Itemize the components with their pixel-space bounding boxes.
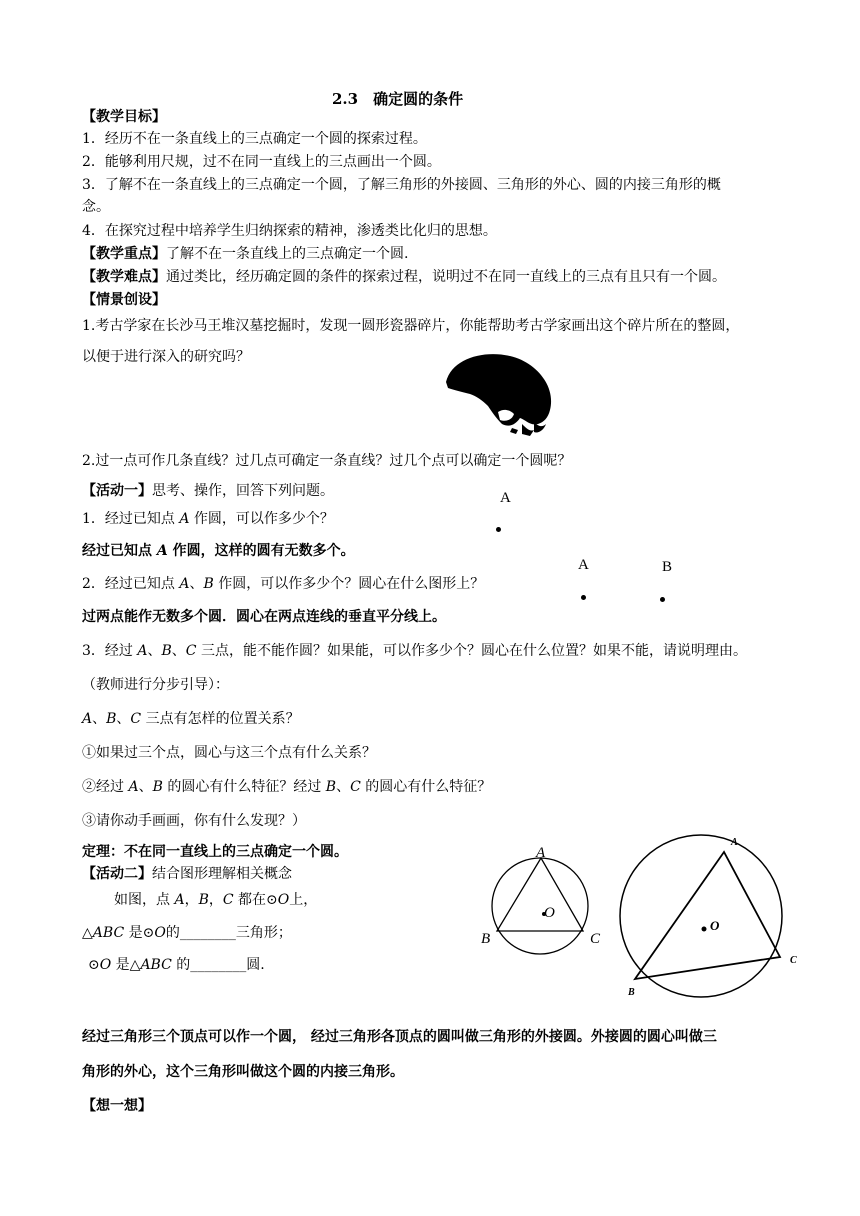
rel-var3: C	[130, 711, 142, 727]
rel-var2: B	[106, 711, 117, 727]
q3-var3: C	[185, 643, 197, 659]
activity1-intro: 思考、操作，回答下列问题。	[152, 483, 334, 499]
s2-mid: 的圆心有什么特征？经过	[162, 779, 326, 795]
figure-point-b2-label: B	[662, 559, 673, 575]
q3-var1: A	[137, 643, 148, 659]
goals-heading: 【教学目标】	[82, 109, 166, 125]
pottery-shard-image	[438, 352, 556, 436]
s2-var2: B	[152, 779, 163, 795]
q2-var2: B	[203, 576, 214, 592]
rel-s2: 、	[116, 711, 131, 727]
l1-c: C	[222, 892, 234, 908]
large-triangle	[635, 852, 780, 979]
step-2	[82, 777, 491, 797]
activity1-question-1	[82, 509, 334, 529]
key-point-text: 了解不在一条直线上的三点确定一个圆.	[166, 246, 409, 262]
difficulty	[82, 267, 726, 287]
goal-item: 3．了解不在一条直线上的三点确定一个圆，了解三角形的外接圆、三角形的外心、圆的内接三角形的概	[82, 177, 721, 193]
small-label-o: O	[544, 905, 555, 921]
l1-o: O	[277, 892, 290, 908]
s2-var4: C	[350, 779, 361, 795]
q3-s2: 、	[171, 643, 186, 659]
theorem: 定理：不在同一直线上的三点确定一个圆。	[82, 844, 348, 860]
small-circle	[492, 858, 588, 954]
l3-mid: 是△	[111, 957, 141, 973]
q3-post: 三点，能不能作圆？如果能，可以作多少个？圆心在什么位置？如果不能，请说明理由。	[196, 643, 747, 659]
activity2-line-3	[88, 955, 265, 975]
l1-a: A	[174, 892, 185, 908]
q3-s1: 、	[147, 643, 162, 659]
l3-post: 的________圆.	[171, 957, 265, 973]
goal-item: 念。	[82, 199, 110, 215]
small-label-b: B	[481, 931, 491, 947]
small-label-a: A	[536, 845, 546, 861]
summary-line-2: 角形的外心，这个三角形叫做这个圆的内接三角形。	[82, 1064, 404, 1080]
q3-var2: B	[161, 643, 172, 659]
activity1-answer-2: 过两点能作无数多个圆．圆心在两点连线的垂直平分线上。	[82, 609, 446, 625]
goal-item: 2．能够利用尺规，过不在同一直线上的三点画出一个圆。	[82, 154, 441, 170]
l2-pre: △	[82, 925, 93, 941]
activity2-line-2	[82, 923, 292, 943]
a1-post: 作圆，这样的圆有无数多个。	[167, 543, 355, 559]
s2-post: 的圆心有什么特征？	[360, 779, 492, 795]
scenario-question-1: 1.考古学家在长沙马王堆汉墓挖掘时，发现一圆形瓷器碎片，你能帮助考古学家画出这个碎片所在的整圆，	[82, 318, 740, 334]
rel-post: 三点有怎样的位置关系？	[141, 711, 300, 727]
a1-var: A	[156, 543, 168, 559]
a1-pre: 经过已知点	[82, 543, 157, 559]
q2-pre: 2．经过已知点	[82, 576, 180, 592]
l3-o: O	[99, 957, 112, 973]
large-center-dot	[702, 927, 707, 932]
l1-c2: ，	[208, 892, 223, 908]
l2-o: O	[154, 925, 166, 941]
l2-post: 的________三角形；	[165, 925, 292, 941]
large-label-a: A	[731, 837, 738, 848]
scenario-question-1-cont: 以便于进行深入的研究吗？	[82, 349, 250, 365]
circumcircle-figure-large	[618, 834, 788, 994]
figure-point-a2-label: A	[578, 557, 589, 573]
large-label-b: B	[628, 987, 635, 998]
activity2-heading: 【活动二】	[82, 866, 152, 882]
l1-post: 都在⊙	[233, 892, 278, 908]
activity2-header	[82, 864, 292, 884]
figure-point-a2	[581, 595, 586, 600]
q1-pre: 1．经过已知点	[82, 511, 180, 527]
l3-abc: ABC	[140, 957, 172, 973]
figure-point-b2	[660, 597, 665, 602]
s2-s2: 、	[336, 779, 351, 795]
activity2-intro: 结合图形理解相关概念	[152, 866, 292, 882]
q1-post: 作圆，可以作多少个？	[189, 511, 334, 527]
l2-abc: ABC	[92, 925, 125, 941]
figure-point-a	[496, 527, 501, 532]
q3-pre: 3．经过	[82, 643, 138, 659]
step-1: ①如果过三个点，圆心与这三个点有什么关系？	[82, 745, 376, 761]
scenario-heading: 【情景创设】	[82, 292, 166, 308]
difficulty-heading: 【教学难点】	[82, 269, 166, 285]
scenario-question-2: 2.过一点可作几条直线？过几点可确定一条直线？过几个点可以确定一个圆呢？	[82, 453, 572, 469]
rel-s1: 、	[92, 711, 107, 727]
s2-var3: B	[325, 779, 337, 795]
teacher-guide: （教师进行分步引导）：	[82, 677, 229, 693]
l1-b: B	[198, 892, 209, 908]
q2-var1: A	[179, 576, 190, 592]
goal-item: 4．在探究过程中培养学生归纳探索的精神，渗透类比化归的思想。	[82, 223, 497, 239]
activity1-answer-1	[82, 541, 355, 561]
l1-end: 上，	[289, 892, 318, 908]
q1-var: A	[179, 511, 190, 527]
activity1-heading: 【活动一】	[82, 483, 152, 499]
key-point	[82, 244, 408, 264]
figure-point-a-label: A	[500, 490, 511, 506]
goal-item: 1．经历不在一条直线上的三点确定一个圆的探索过程。	[82, 131, 427, 147]
difficulty-text: 通过类比，经历确定圆的条件的探索过程，说明过不在同一直线上的三点有且只有一个圆。	[166, 269, 726, 285]
q2-mid: 、	[189, 576, 204, 592]
l2-mid: 是⊙	[124, 925, 155, 941]
think-heading: 【想一想】	[82, 1098, 152, 1114]
page-title: 2.3 确定圆的条件	[332, 90, 464, 108]
activity1-question-3	[82, 641, 747, 661]
l3-pre: ⊙	[88, 957, 100, 973]
s2-s1: 、	[138, 779, 153, 795]
l1-c1: ，	[184, 892, 199, 908]
q2-post: 作圆，可以作多少个？圆心在什么图形上？	[213, 576, 485, 592]
summary-line-1: 经过三角形三个顶点可以作一个圆， 经过三角形各顶点的圆叫做三角形的外接圆。外接圆的圆心叫做三	[82, 1029, 717, 1045]
rel-var1: A	[82, 711, 93, 727]
activity1-question-2	[82, 574, 484, 594]
large-label-c: C	[790, 955, 797, 966]
activity2-line-1	[114, 890, 317, 910]
activity1-header	[82, 481, 334, 501]
step-3: ③请你动手画画，你有什么发现？）	[82, 813, 306, 829]
position-relation	[82, 709, 300, 729]
small-label-c: C	[590, 931, 601, 947]
l1-pre: 如图，点	[114, 892, 175, 908]
s2-var1: A	[128, 779, 139, 795]
key-point-heading: 【教学重点】	[82, 246, 166, 262]
large-label-o: O	[710, 918, 720, 933]
s2-pre: ②经过	[82, 779, 129, 795]
